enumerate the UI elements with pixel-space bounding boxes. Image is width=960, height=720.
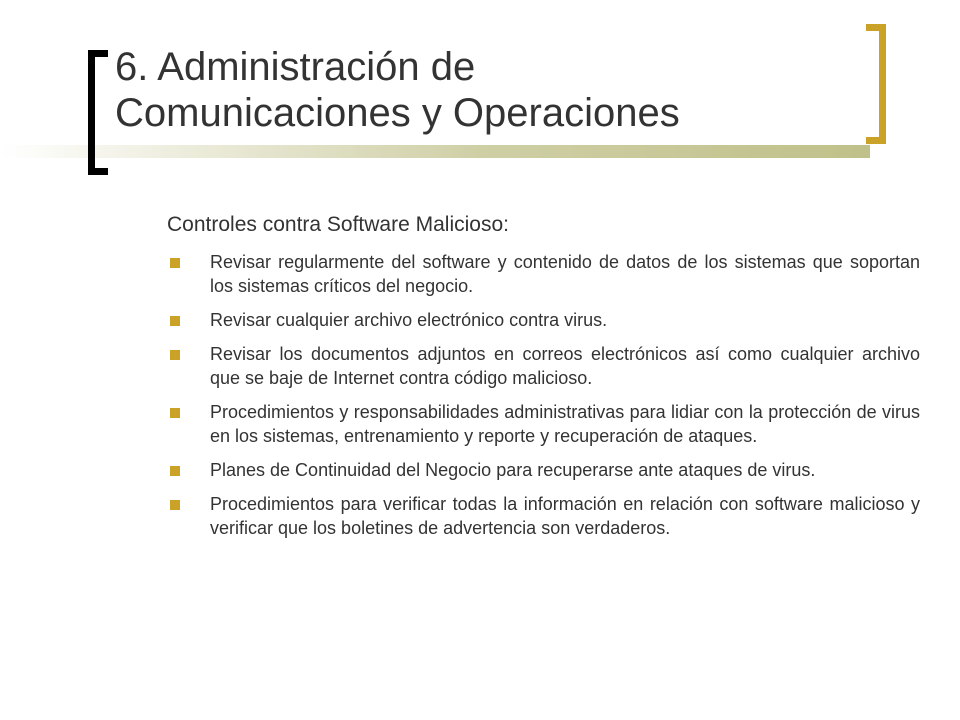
section-heading-row — [120, 210, 930, 240]
slide-title — [115, 44, 855, 136]
square-bullet-icon — [170, 466, 180, 476]
slide-title-line-1: 6. Administración de — [115, 45, 476, 89]
square-bullet-icon — [170, 316, 180, 326]
list-item — [170, 400, 930, 448]
list-item-text: Procedimientos para verificar todas la información en relación con software malicioso y verificar que los boletines de advertencia son verdaderos. — [210, 494, 920, 538]
list-item-text: Revisar cualquier archivo electrónico contra virus. — [210, 310, 608, 330]
list-item — [170, 250, 930, 298]
square-bullet-icon — [170, 258, 180, 268]
list-item — [170, 308, 930, 332]
section-heading: Controles contra Software Malicioso: — [167, 213, 509, 236]
title-underline — [0, 145, 870, 158]
square-bullet-icon — [170, 350, 180, 360]
square-bullet-icon — [170, 408, 180, 418]
list-item-text: Revisar los documentos adjuntos en correos electrónicos así como cualquier archivo que se baje de Internet contra código malicioso. — [210, 344, 920, 388]
list-item — [170, 492, 930, 540]
right-bracket-decoration — [866, 24, 886, 144]
list-item-text: Planes de Continuidad del Negocio para recuperarse ante ataques de virus. — [210, 460, 816, 480]
slide-body — [120, 210, 930, 550]
slide-title-line-2: Comunicaciones y Operaciones — [115, 91, 680, 135]
bullet-list — [120, 250, 930, 540]
list-item — [170, 458, 930, 482]
left-bracket-decoration — [88, 50, 108, 175]
list-item-text: Procedimientos y responsabilidades administrativas para lidiar con la protección de virus en los sistemas, entrenamiento y reporte y recuperación de ataques. — [210, 402, 920, 446]
list-item — [170, 342, 930, 390]
list-item-text: Revisar regularmente del software y contenido de datos de los sistemas que soportan los sistemas críticos del negocio. — [210, 252, 920, 296]
square-bullet-icon — [170, 500, 180, 510]
